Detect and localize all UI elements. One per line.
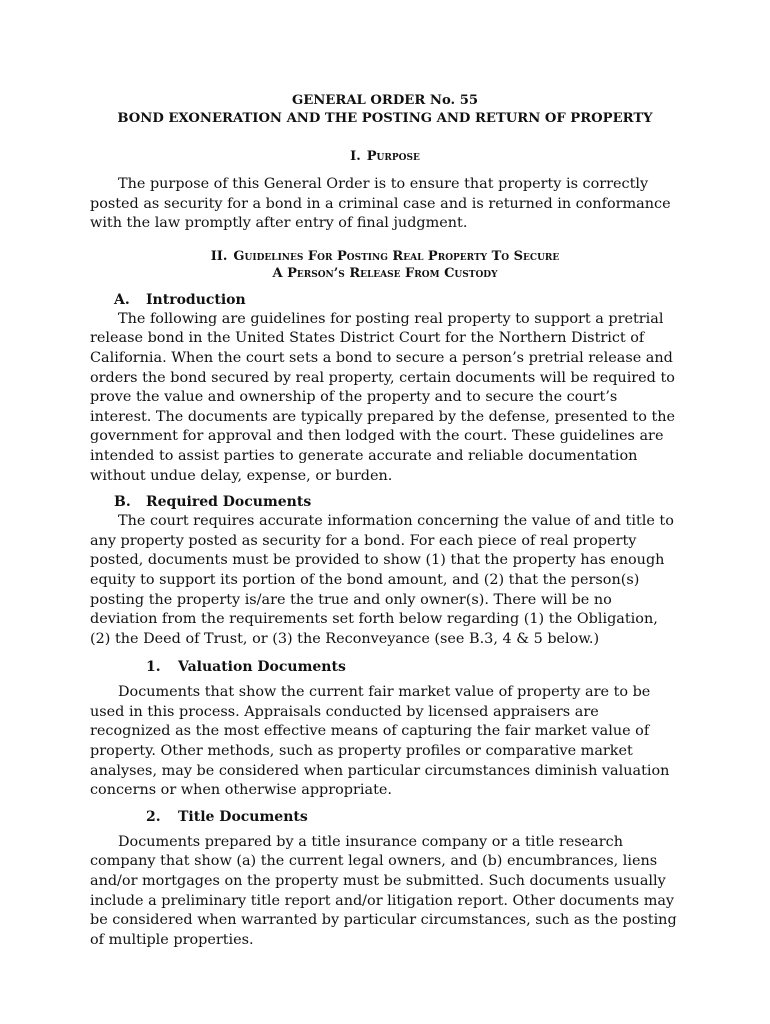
section-2-title-line1: Guidelines For Posting Real Property To Secure [233, 248, 560, 264]
subsection-a-label: A. [114, 291, 130, 308]
subsection-a-heading [90, 290, 680, 310]
subsection-a-body: The following are guidelines for posting real property to support a pretrial release bond in the United States District Court for the Northern District of California. When the court sets a bond to secure a person’s pretrial release and orders the bond secured by real property, certain documents will be required to prove the value and ownership of the property and to secure the court’s interest. The documents are typically prepared by the defense, presented to the government for approval and then lodged with the court. These guidelines are intended to assist parties to generate accurate and reliable documentation without undue delay, expense, or burden. [90, 310, 676, 484]
general-order-subject: BOND EXONERATION AND THE POSTING AND RETURN OF PROPERTY [117, 111, 653, 126]
item-1-label: 1. [146, 659, 161, 676]
section-2-title-line2: A Person’s Release From Custody [272, 265, 498, 281]
item-2-body: Documents prepared by a title insurance company or a title research company that show (a) the current legal owners, and (b) encumbrances, liens and/or mortgages on the property must be submitted. Such documents usually include a preliminary title report and/or litigation report. Other documents may be considered when warranted by particular circumstances, such as the posting of multiple properties. [90, 833, 677, 948]
document-title [90, 92, 680, 128]
section-2-heading [90, 248, 680, 282]
item-1-title: Valuation Documents [178, 659, 346, 676]
document-page [90, 92, 680, 950]
item-1-body: Documents that show the current fair market value of property are to be used in this process. Appraisals conducted by licensed appraisers are recognized as the most effective means of capturing the fair market value of property. Other methods, such as property profiles or comparative market analyses, may be considered when particular circumstances diminish valuation concerns or when otherwise appropriate. [90, 684, 670, 799]
general-order-number: GENERAL ORDER No. 55 [291, 93, 479, 108]
section-1-number: I. [350, 149, 361, 164]
item-1-heading [90, 657, 680, 677]
subsection-a-title: Introduction [146, 291, 246, 308]
item-2-label: 2. [146, 808, 161, 825]
subsection-b-label: B. [114, 494, 131, 511]
section-2-number: II. [210, 248, 228, 264]
subsection-b-body: The court requires accurate information concerning the value of and title to any property posted as security for a bond. For each piece of real property posted, documents must be provided to show (1) that the property has enough equity to support its portion of the bond amount, and (2) that the person(s) posting the property is/are the true and only owner(s). There will be no deviation from the requirements set forth below regarding (1) the Obligation, (2) the Deed of Trust, or (3) the Reconveyance (see B.3, 4 & 5 below.) [90, 513, 674, 647]
item-2-heading [90, 807, 680, 827]
section-1-heading [90, 148, 680, 165]
subsection-b-heading [90, 492, 680, 512]
section-1-body: The purpose of this General Order is to ensure that property is correctly posted as security for a bond in a criminal case and is returned in conformance with the law promptly after entry of final judgment. [90, 176, 671, 232]
section-1-title: Purpose [366, 149, 420, 164]
subsection-b-title: Required Documents [146, 494, 312, 511]
item-2-title: Title Documents [178, 808, 308, 825]
